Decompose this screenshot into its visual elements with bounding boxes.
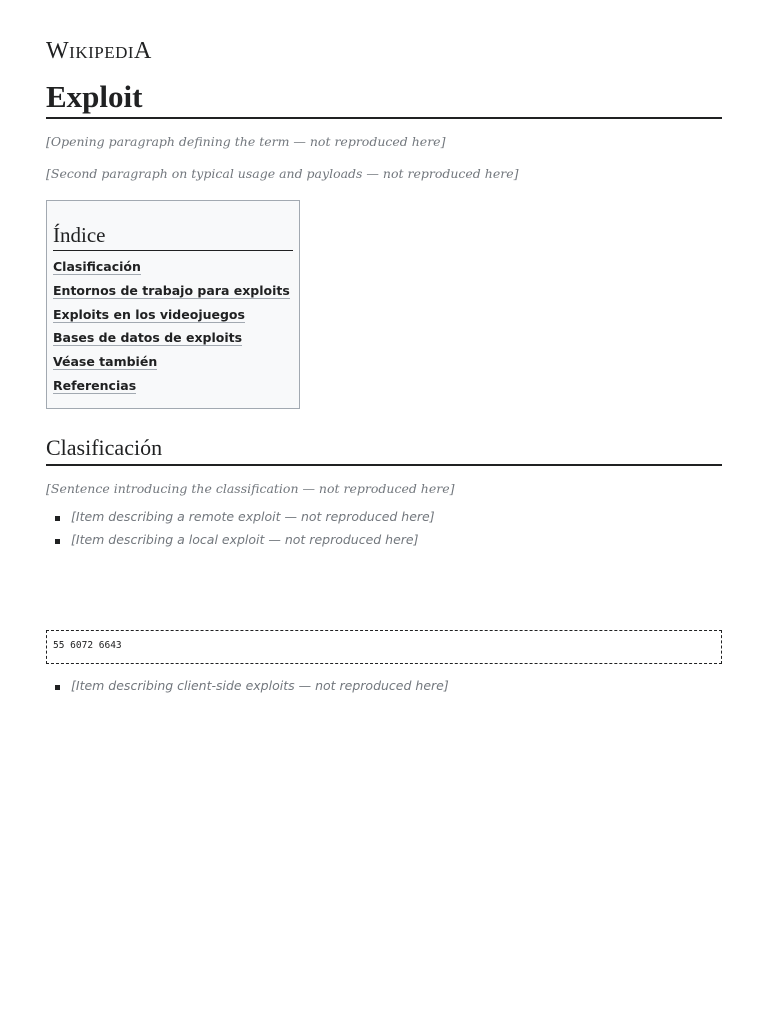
- toc-item-entornos[interactable]: [53, 279, 293, 303]
- intro-paragraph-1: [46, 133, 722, 151]
- toc-item-label: Referencias: [53, 377, 137, 393]
- toc-item-bases-de-datos[interactable]: [53, 326, 293, 350]
- toc-item-label: Véase también: [53, 354, 158, 370]
- section-lead: [46, 480, 722, 498]
- section-lead-text: [Sentence introducing the classification — not reproduced here]: [46, 480, 455, 496]
- toc-item-clasificacion[interactable]: [53, 255, 293, 279]
- intro-paragraph-2-text: [Second paragraph on typical usage and payloads — not reproduced here]: [46, 165, 519, 181]
- wikipedia-wordmark[interactable]: [46, 38, 722, 65]
- wordmark-letter-w: W: [46, 38, 70, 64]
- toc-title: Índice: [53, 223, 293, 251]
- page-title: Exploit: [46, 79, 722, 119]
- code-block: 55 6072 6643: [46, 630, 722, 664]
- wordmark-middle: IKIPEDI: [69, 43, 135, 62]
- table-of-contents: [46, 200, 300, 409]
- list-item-text: [Item describing a local exploit — not reproduced here]: [71, 531, 419, 547]
- toc-list: [53, 255, 293, 398]
- toc-item-videojuegos[interactable]: [53, 303, 293, 327]
- classification-list-continued: [46, 678, 722, 695]
- intro-paragraph-1-text: [Opening paragraph defining the term — not reproduced here]: [46, 134, 446, 149]
- toc-item-label: Clasificación: [53, 259, 141, 274]
- classification-list: [46, 509, 722, 548]
- intro-paragraph-2: [46, 165, 722, 183]
- list-item-local: [46, 532, 722, 549]
- list-item-remote: [46, 509, 722, 526]
- toc-item-label: Entornos de trabajo para exploits: [53, 282, 290, 298]
- toc-item-vease-tambien[interactable]: [53, 350, 293, 374]
- toc-item-label: Exploits en los videojuegos: [53, 306, 245, 322]
- toc-item-referencias[interactable]: [53, 374, 293, 398]
- wordmark-letter-a: A: [134, 38, 152, 64]
- section-heading-clasificacion: Clasificación: [46, 435, 722, 466]
- list-item-client: [46, 678, 722, 695]
- list-item-text: [Item describing client-side exploits — not reproduced here]: [71, 678, 449, 694]
- article-page: [46, 38, 722, 701]
- list-item-text: [Item describing a remote exploit — not reproduced here]: [71, 509, 435, 525]
- toc-item-label: Bases de datos de exploits: [53, 330, 243, 346]
